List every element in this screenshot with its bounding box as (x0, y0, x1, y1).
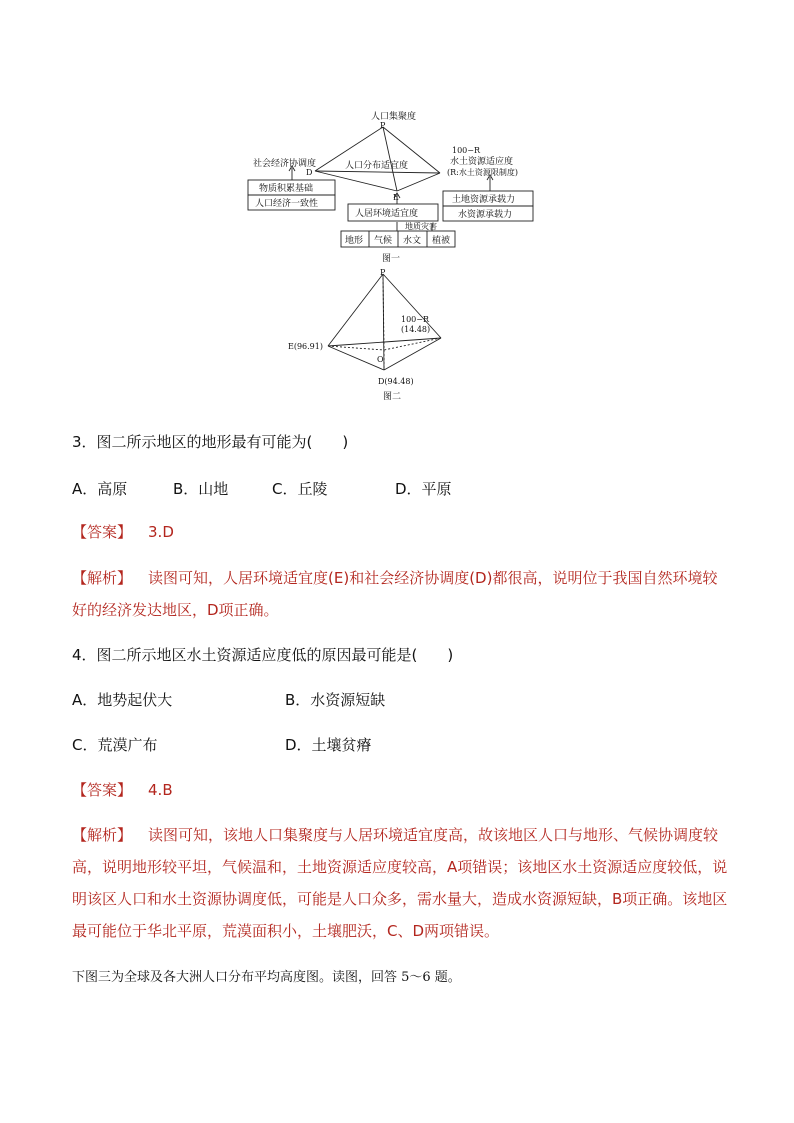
fig1-left-label: 社会经济协调度 (253, 159, 317, 169)
q3-analysis-text: 读图可知，人居环境适宜度(E)和社会经济协调度(D)都很高，说明位于我国自然环境较好的经济发达地区，D项正确。 (72, 569, 718, 619)
fig1-caption: 图一 (382, 254, 401, 264)
q3-option-a: A．高原 (72, 480, 128, 498)
q3-analysis-tag: 【解析】 (72, 569, 133, 587)
q4-option-a: A．地势起伏大 (72, 691, 173, 709)
section-note: 下图三为全球及各大洲人口分布平均高度图。读图，回答 5～6 题。 (72, 970, 461, 985)
fig1-right-label-1: 100−R (452, 146, 480, 155)
fig2-p-label: P (380, 268, 386, 277)
fig1-e-label: E (393, 193, 399, 202)
fig1-left-box-1: 物质积累基础 (259, 184, 314, 194)
fig1-left-box-2: 人口经济一致性 (255, 199, 319, 209)
fig1-center-box: 人居环境适宜度 (355, 209, 419, 219)
fig1-factor-terrain: 地形 (345, 236, 364, 246)
q4-analysis-text: 读图可知，该地人口集聚度与人居环境适宜度高，故该地区人口与地形、气候协调度较高，说明地形较平坦，气候温和，土地资源适应度较高，A项错误；该地区水土资源适应度较低，说明该区人口和水土资源协调度低，可能是人口众多，需水量大，造成水资源短缺，B项正确。该地区最可能位于华北平原，荒漠面积小，土壤肥沃，C、D两项错误。 (72, 826, 728, 940)
q3-option-c: C．丘陵 (272, 480, 328, 498)
fig1-right-box-2: 水资源承载力 (458, 210, 513, 220)
fig1-right-box-1: 土地资源承载力 (452, 195, 516, 205)
fig2-d-label: D(94.48) (378, 377, 414, 386)
fig2-r-label: 100−R (401, 315, 429, 324)
q4-stem: 4．图二所示地区水土资源适应度低的原因最可能是( ) (72, 646, 454, 664)
q3-analysis (72, 562, 732, 626)
fig1-right-label-3: (R:水土资源限制度) (447, 168, 518, 177)
q3-answer-row (72, 521, 174, 543)
fig1-factor-hydrology: 水文 (403, 236, 422, 246)
fig2-caption: 图二 (383, 392, 402, 402)
fig1-top-label: 人口集聚度 (371, 112, 417, 122)
fig1-right-label-2: 水土资源适应度 (450, 157, 514, 167)
fig1-disaster-label: 地质灾害 (405, 222, 437, 231)
q3-stem: 3．图二所示地区的地形最有可能为( ) (72, 433, 349, 451)
q4-analysis-tag: 【解析】 (72, 826, 133, 844)
q4-option-d: D．土壤贫瘠 (285, 736, 372, 754)
diagram-figures (240, 100, 540, 410)
q3-answer-tag: 【答案】 (72, 523, 133, 541)
fig1-factor-vegetation: 植被 (432, 236, 451, 246)
q4-option-c: C．荒漠广布 (72, 736, 158, 754)
q4-analysis (72, 819, 732, 947)
fig2-r-value: (14.48) (401, 325, 431, 334)
q4-answer: 4.B (148, 781, 173, 799)
q3-option-b: B．山地 (173, 480, 229, 498)
q4-answer-tag: 【答案】 (72, 781, 133, 799)
fig1-factor-climate: 气候 (374, 236, 393, 246)
fig2-e-label: E(96.91) (288, 342, 323, 351)
fig2-o-label: O (377, 355, 384, 364)
fig1-center-label: 人口分布适宜度 (345, 161, 409, 171)
fig1-d-label: D (306, 168, 313, 177)
q4-answer-row (72, 779, 173, 801)
fig1-p-label: P (380, 121, 386, 130)
q4-option-b: B．水资源短缺 (285, 691, 386, 709)
q3-answer: 3.D (148, 523, 174, 541)
q3-option-d: D．平原 (395, 480, 452, 498)
